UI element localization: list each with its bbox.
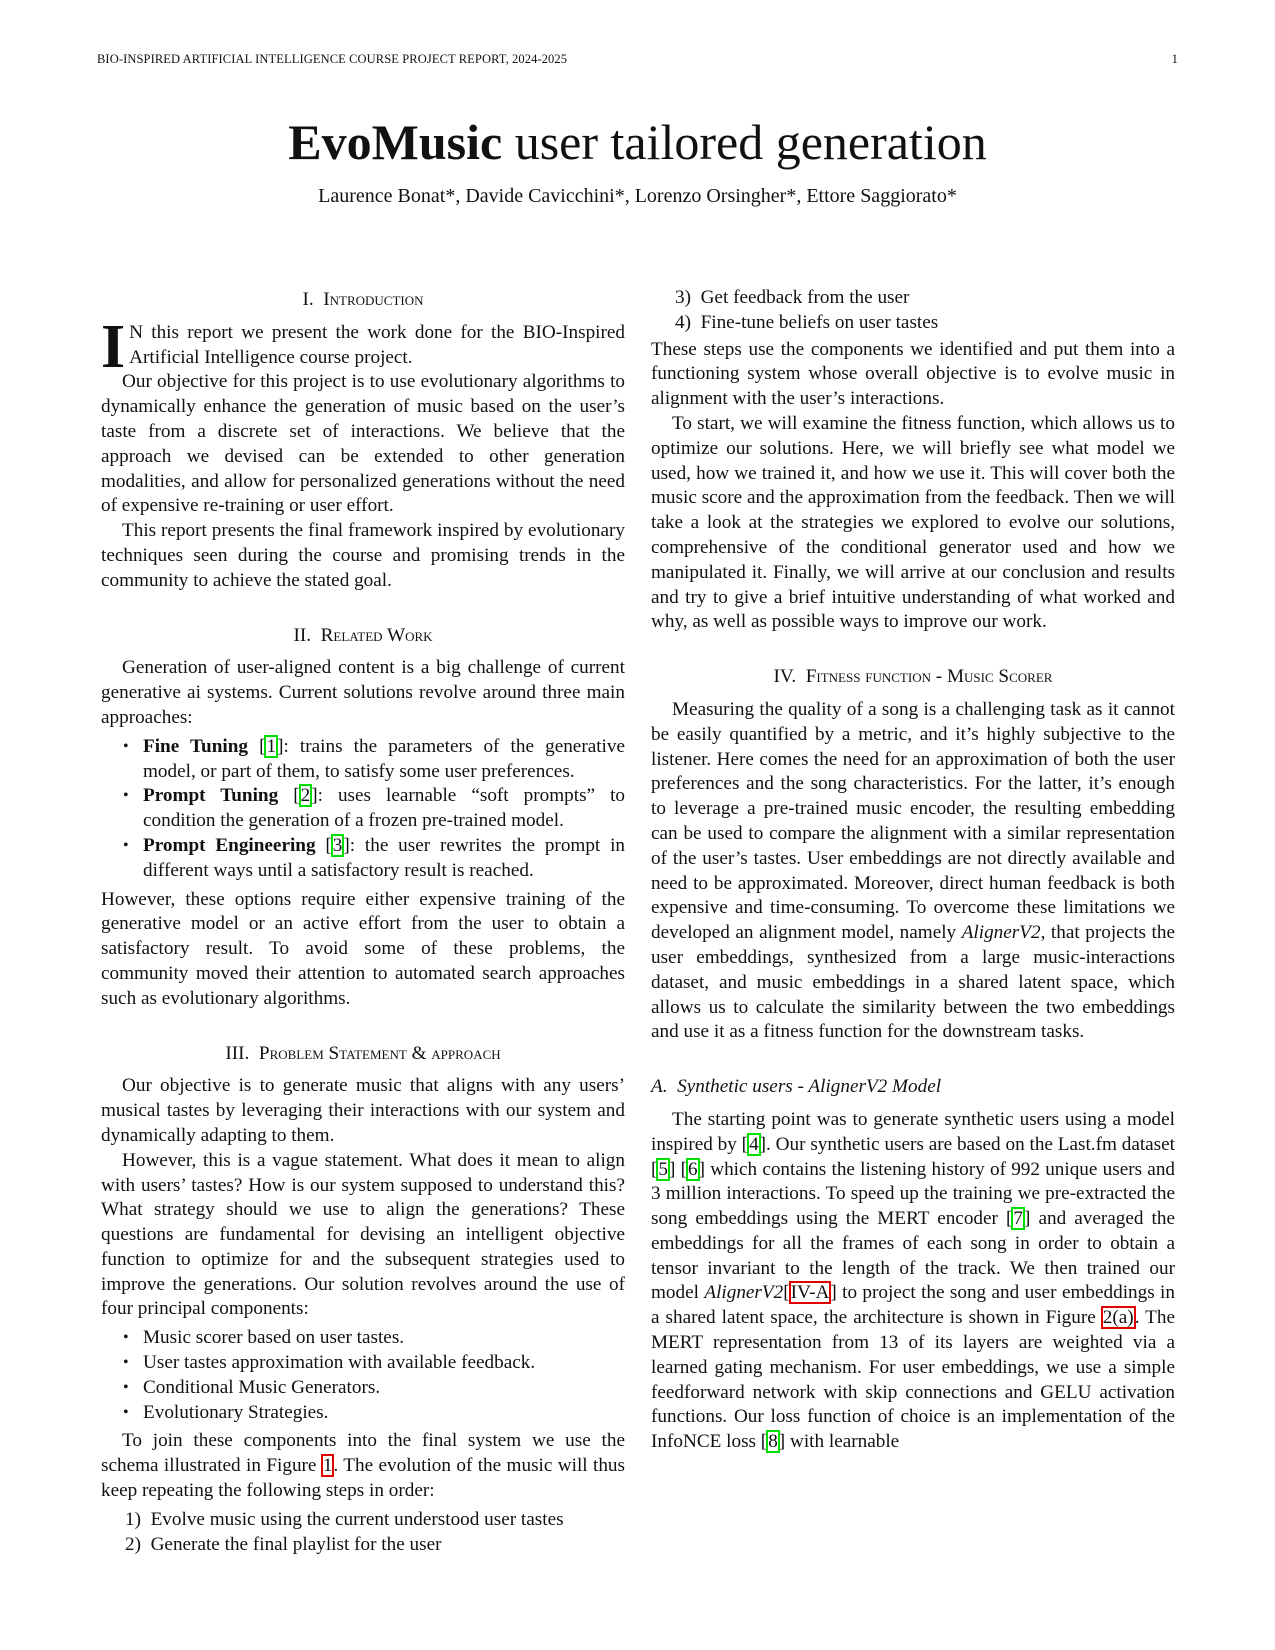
citation-link[interactable]: 2: [300, 785, 311, 807]
citation-link[interactable]: 5: [658, 1158, 668, 1180]
list-item: • Prompt Engineering [3]: the user rewrites the prompt in different ways until a satisfactory result is reached.: [143, 834, 625, 884]
list-item: • Evolutionary Strategies.: [143, 1401, 625, 1426]
section-number: III.: [225, 1042, 250, 1064]
section-title: Related Work: [320, 624, 433, 646]
list-text: : the user rewrites the prompt in different ways until a satisfactory result is reached.: [143, 834, 626, 881]
subsection-title: Synthetic users - AlignerV2 Model: [677, 1076, 942, 1098]
paragraph-text: . Our synthetic users are based on the Last.fm dataset: [766, 1133, 1175, 1155]
step-text: Fine-tune beliefs on user tastes: [700, 311, 939, 333]
right-column: [651, 288, 1175, 1455]
step-number: 4): [675, 311, 691, 333]
list-item: • Fine Tuning [1]: trains the parameters of the generative model, or part of them, to satisfy some user preferences.: [143, 735, 625, 785]
section-heading-related-work: [101, 624, 625, 649]
steps-list-continued: [651, 286, 1175, 336]
list-item: • Prompt Tuning [2]: uses learnable “soft prompts” to condition the generation of a frozen pre-trained model.: [143, 784, 625, 834]
list-term: Prompt Engineering: [143, 834, 316, 856]
list-item: • Conditional Music Generators.: [143, 1376, 625, 1401]
model-name: AlignerV2: [704, 1282, 784, 1304]
title-bold: EvoMusic: [288, 114, 503, 170]
subsection-heading: [651, 1075, 1175, 1100]
intro-paragraph-2: Our objective for this project is to use evolutionary algorithms to dynamically enhance the generation of music based on the user’s taste from a discrete set of interactions. We believe that the approach we devised can be extended to other generation modalities, and allow for personalized generations without the need of expensive re-training or user effort.: [101, 371, 625, 517]
paragraph-text: N this report we present the work done for the BIO-Inspired Artificial Intelligence course project.: [129, 321, 625, 368]
steps-list: [101, 1508, 625, 1558]
list-term: Fine Tuning: [143, 735, 248, 757]
step-number: 2): [125, 1533, 141, 1555]
section-heading-introduction: [101, 288, 625, 313]
section-number: IV.: [773, 666, 797, 688]
citation-link[interactable]: 7: [1013, 1208, 1023, 1230]
step-text: Generate the final playlist for the user: [150, 1533, 442, 1555]
citation-link[interactable]: 8: [768, 1431, 778, 1453]
running-title: BIO-INSPIRED ARTIFICIAL INTELLIGENCE COURSE PROJECT REPORT, 2024-2025: [97, 52, 568, 66]
problem-paragraph-4: These steps use the components we identified and put them into a functioning system whose overall objective is to evolve music in alignment with the user’s interactions.: [651, 338, 1175, 410]
paragraph-text: Measuring the quality of a song is a challenging task as it cannot be easily quantified by a metric, and it’s highly subjective to the listener. Here comes the need for an approximation of both the user preferences and the song characteristics. For the latter, it’s enough to leverage a pre-trained music encoder, the resulting embedding can be used to compare the alignment with a similar representation of the user’s tastes. User embeddings are not directly available and need to be approximated. Moreover, direct human feedback is both expensive and time-consuming. To overcome these limitations we developed an alignment model, namely: [651, 698, 1175, 944]
paragraph-text: which contains the listening history of 992 unique users and 3 million interactions. To speed up the training we pre-extracted the song embeddings using the MERT encoder: [651, 1158, 1176, 1230]
problem-paragraph-1: Our objective is to generate music that aligns with any users’ musical tastes by leveraging their interactions with our system and dynamically adapting to them.: [101, 1075, 625, 1146]
list-item: [125, 1533, 625, 1558]
citation-link[interactable]: 4: [749, 1133, 759, 1155]
list-item: • Music scorer based on user tastes.: [143, 1326, 625, 1351]
list-term: Prompt Tuning: [143, 785, 279, 807]
subsection-paragraph-1: The starting point was to generate synthetic users using a model inspired by [4]. Our synthetic users are based on the Last.fm dataset [5] [6] which contains the listening history of 992 unique users and 3 million interactions. To speed up the training we pre-extracted the song embeddings using the MERT encoder [7] and averaged the embeddings for all the frames of each song in order to obtain a tensor invariant to the length of the track. We then trained our model AlignerV2[IV-A] to project the song and user embeddings in a shared latent space, the architecture is shown in Figure 2(a). The MERT representation from 13 of its layers are weighted via a learned gating mechanism. For user embeddings, we use a simple feedforward network with skip connections and GELU activation functions. Our loss function of choice is an implementation of the InfoNCE loss [8] with learnable: [651, 1108, 1176, 1453]
running-header: [97, 52, 1178, 67]
paragraph-text: To join these components into the final system we use the schema illustrated in Figure: [101, 1430, 625, 1477]
figure-reference-link[interactable]: 2(a): [1102, 1307, 1134, 1329]
section-title: Problem Statement & approach: [258, 1042, 501, 1064]
paragraph-text: , that projects the user embeddings, synthesized from a large music-interactions dataset, and music embeddings in a shared latent space, which allows us to calculate the similarity between the two embeddings and use it as a fitness function for the downstream tasks.: [651, 922, 1175, 1043]
fitness-paragraph-1: [651, 698, 1175, 1045]
author-list: Laurence Bonat*, Davide Cavicchini*, Lorenzo Orsingher*, Ettore Saggiorato*: [318, 185, 957, 207]
citation-link[interactable]: 1: [266, 735, 277, 757]
section-number: II.: [293, 624, 312, 646]
left-column: [101, 288, 625, 1559]
paper-title: [0, 112, 1275, 172]
section-title: Fitness function - Music Scorer: [805, 666, 1053, 688]
problem-paragraph-5: To start, we will examine the fitness function, which allows us to optimize our solutions. Here, we will briefly see what model we used, how we trained it, and how we use it. This will cover both the music score and the approximation from the feedback. Then we will take a look at the strategies we explored to evolve our solutions, comprehensive of the conditional generator used and how we manipulated it. Finally, we will arrive at our conclusion and results and try to give a brief intuitive understanding of what worked and why, as well as possible ways to improve our work.: [651, 412, 1175, 633]
step-number: 1): [125, 1508, 141, 1530]
intro-paragraph-3: This report presents the final framework inspired by evolutionary techniques seen during the course and promising trends in the community to achieve the stated goal.: [101, 520, 625, 591]
list-text: : uses learnable “soft prompts” to condition the generation of a frozen pre-trained model.: [143, 785, 626, 832]
intro-paragraph-1: [101, 312, 625, 381]
paragraph-text: . The MERT representation from 13 of its layers are weighted via a learned gating mechanism. For user embeddings, we use a simple feedforward network with skip connections and GELU activation functions. Our loss function of choice is an implementation of the InfoNCE loss: [651, 1307, 1175, 1453]
list-item: [125, 1508, 625, 1533]
subsection-label: A.: [651, 1076, 668, 1098]
section-heading-problem-statement: [101, 1042, 625, 1067]
paragraph-text: to project the song and user embeddings in a shared latent space, the architecture is shown in Figure: [651, 1282, 1175, 1329]
list-text: : trains the parameters of the generative model, or part of them, to satisfy some user preferences.: [143, 735, 625, 782]
citation-link[interactable]: 6: [688, 1158, 698, 1180]
paragraph-text: and averaged the embeddings for all the frames of each song in order to obtain a tensor invariant to the length of the track. We then trained our model: [651, 1208, 1175, 1304]
approaches-list: [101, 735, 625, 884]
drop-cap: I: [101, 312, 126, 381]
list-item: [675, 286, 1175, 311]
section-number: I.: [302, 289, 314, 310]
section-heading-fitness-function: [651, 665, 1175, 690]
page-number: 1: [1171, 52, 1178, 66]
paragraph-text: The starting point was to generate synthetic users using a model inspired by: [651, 1108, 1175, 1155]
section-title: Introduction: [323, 289, 424, 310]
step-text: Evolve music using the current understood user tastes: [150, 1508, 564, 1530]
title-rest: user tailored generation: [502, 114, 987, 170]
paragraph-text: with learnable: [785, 1431, 900, 1453]
figure-reference-link[interactable]: 1: [322, 1455, 333, 1477]
section-reference-link[interactable]: IV-A: [790, 1282, 830, 1304]
step-number: 3): [675, 287, 691, 308]
model-name: AlignerV2: [961, 922, 1041, 944]
problem-paragraph-2: However, this is a vague statement. What does it mean to align with users’ tastes? How is our system supposed to understand this? What strategy should we use to align the generations? These questions are fundamental for devising an intelligent objective function to optimize for and the subsequent strategies used to improve the generations. Our solution revolves around the use of four principal components:: [101, 1149, 625, 1320]
citation-link[interactable]: 3: [332, 834, 343, 856]
related-paragraph-2: However, these options require either expensive training of the generative model or an active effort from the user to obtain a satisfactory result. To avoid some of these problems, the community moved their attention to automated search approaches such as evolutionary algorithms.: [101, 888, 625, 1009]
problem-paragraph-3: [101, 1429, 625, 1503]
components-list: [101, 1326, 625, 1425]
list-item: • User tastes approximation with available feedback.: [143, 1351, 625, 1376]
step-text: Get feedback from the user: [700, 287, 910, 308]
list-item: [675, 311, 1175, 336]
paragraph-text: . The evolution of the music will thus keep repeating the following steps in order:: [101, 1455, 625, 1502]
related-paragraph-1: Generation of user-aligned content is a big challenge of current generative ai systems. Current solutions revolve around three main approaches:: [101, 657, 625, 728]
